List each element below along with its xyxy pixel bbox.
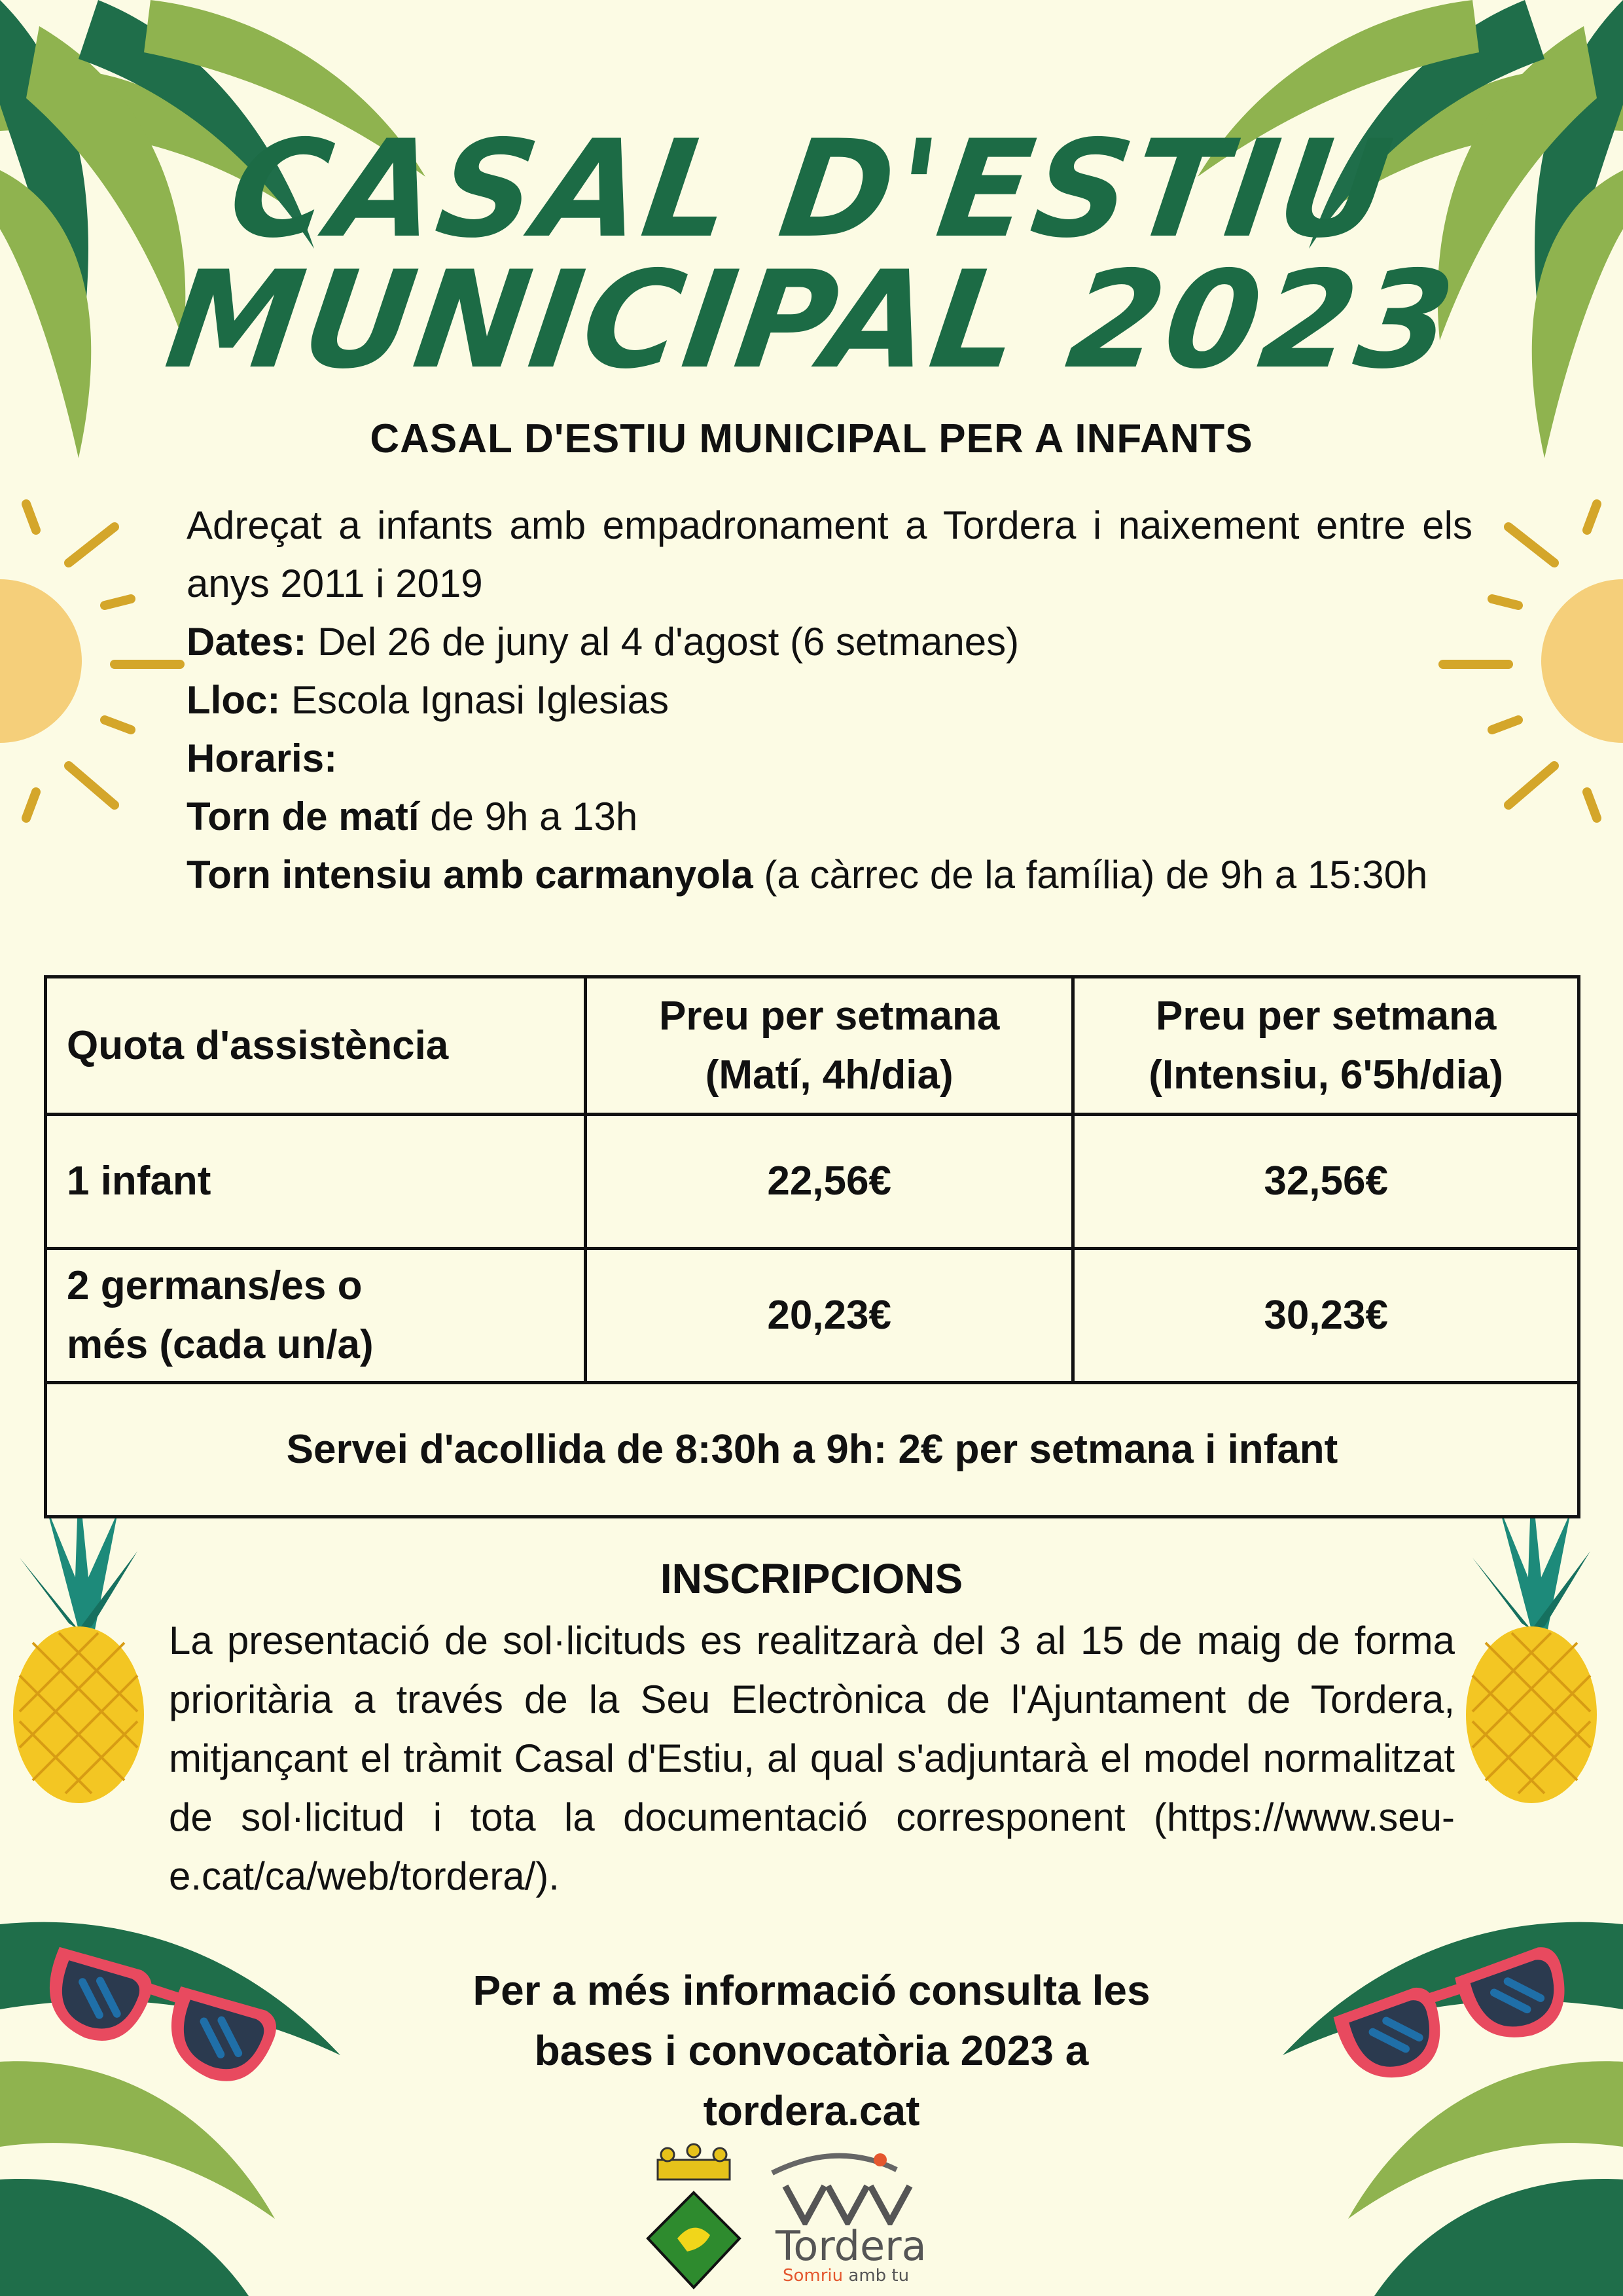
row-label <box>46 1249 586 1383</box>
inscripcions-text: La presentació de sol·licituds es realitzarà del 3 al 15 de maig de forma prioritària a través de la Seu Electrònica de l'Ajuntament de Tordera, mitjançant el tràmit Casal d'Estiu, al qual s'adjuntarà el model normalitzat de sol·licitud i tota la documentació corresponent (https://www.seu-e.cat/ca/web/tordera/). <box>169 1619 1455 1898</box>
schedule-label: Horaris: <box>187 736 338 780</box>
intro-dates <box>187 613 1472 671</box>
page-title-line2: MUNICIPAL 2023 <box>158 243 1465 399</box>
inscripcions-title: INSCRIPCIONS <box>660 1555 963 1602</box>
morning-label: Torn de matí <box>187 795 419 838</box>
sun-icon <box>0 484 196 838</box>
header-intensiu-line1: Preu per setmana <box>1155 993 1497 1039</box>
place-label: Lloc: <box>187 678 281 722</box>
row-label <box>46 1115 586 1249</box>
intro-intensive <box>187 846 1472 904</box>
intensive-value: (a càrrec de la família) de 9h a 15:30h <box>753 853 1428 897</box>
tordera-logo-tagline <box>783 2266 909 2286</box>
servei-acollida: Servei d'acollida de 8:30h a 9h: 2€ per setmana i infant <box>46 1383 1579 1517</box>
row-label-line1: 2 germans/es o <box>67 1263 363 1308</box>
header-quota: Quota d'assistència <box>46 977 586 1115</box>
row-price-mati: 22,56€ <box>586 1115 1073 1249</box>
dates-value: Del 26 de juny al 4 d'agost (6 setmanes) <box>306 620 1020 664</box>
more-info-line2: bases i convocatòria 2023 a <box>534 2027 1089 2074</box>
row-price-mati: 20,23€ <box>586 1249 1073 1383</box>
intro-block <box>187 496 1472 904</box>
tagline-part2: amb tu <box>843 2266 910 2286</box>
intro-place <box>187 671 1472 729</box>
tagline-part1: Somriu <box>783 2266 844 2286</box>
header-mati-line2: (Matí, 4h/dia) <box>705 1052 954 1098</box>
dates-label: Dates: <box>187 620 307 664</box>
header-intensiu <box>1073 977 1579 1115</box>
tordera-logo-icon <box>766 2147 923 2225</box>
row-label-line1: 1 infant <box>67 1158 211 1204</box>
fees-table <box>44 975 1580 1518</box>
more-info-line3: tordera.cat <box>703 2087 920 2134</box>
page-title-line1: CASAL D'ESTIU <box>220 112 1403 268</box>
intro-morning <box>187 787 1472 846</box>
tordera-logo-text: Tordera <box>776 2222 927 2270</box>
intro-schedule <box>187 729 1472 787</box>
intro-target: Adreçat a infants amb empadronament a Tordera i naixement entre els anys 2011 i 2019 <box>187 503 1472 605</box>
table-row <box>46 1115 1579 1249</box>
row-label-line2: més (cada un/a) <box>67 1322 374 1367</box>
table-header-row <box>46 977 1579 1115</box>
header-mati-line1: Preu per setmana <box>658 993 1000 1039</box>
pineapple-icon <box>7 1479 151 1806</box>
intensive-label: Torn intensiu amb carmanyola <box>187 853 753 897</box>
coat-of-arms-icon <box>641 2140 746 2291</box>
place-value: Escola Ignasi Iglesias <box>280 678 669 722</box>
more-info-line1: Per a més informació consulta les <box>473 1967 1150 2014</box>
morning-value: de 9h a 13h <box>419 795 638 838</box>
table-row-servei <box>46 1383 1579 1517</box>
row-price-intensiu: 30,23€ <box>1073 1249 1579 1383</box>
table-row <box>46 1249 1579 1383</box>
pineapple-icon <box>1459 1479 1603 1806</box>
header-intensiu-line2: (Intensiu, 6'5h/dia) <box>1149 1052 1504 1098</box>
section-subtitle: CASAL D'ESTIU MUNICIPAL PER A INFANTS <box>370 416 1253 461</box>
more-info <box>0 1960 1623 2141</box>
header-mati <box>586 977 1073 1115</box>
row-price-intensiu: 32,56€ <box>1073 1115 1579 1249</box>
